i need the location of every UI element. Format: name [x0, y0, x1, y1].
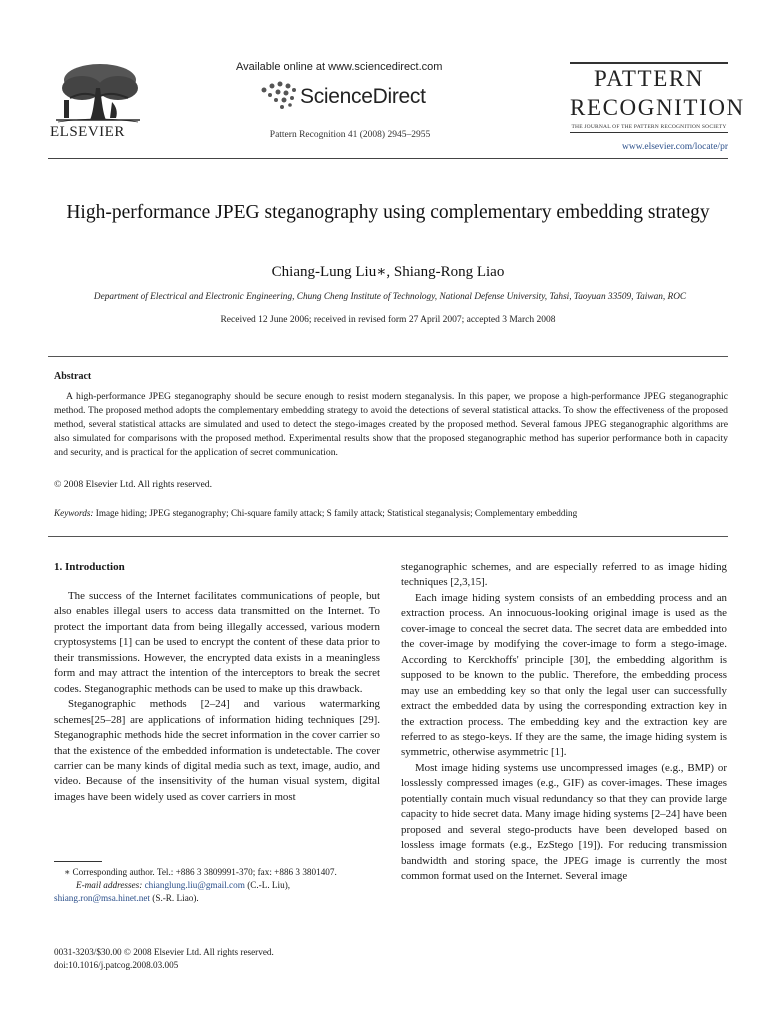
abstract-bottom-divider: [48, 536, 728, 537]
section-heading-introduction: 1. Introduction: [54, 561, 125, 573]
journal-masthead: [570, 62, 745, 133]
abstract-body: A high-performance JPEG steganography should be secure enough to resist modern steganalysis. In this paper, we propose a high-performance JPEG steganographic method. The proposed method adopts the complementary embedding strategy to avoid the detections of several statistical attacks. To show the effectiveness of the proposed method, several statistical attacks are simulated and used to detect the stego-images created by the proposed method. Several famous JPEG steganographic algorithms are also simulated for comparisons with the proposed method. Experimental results show that the proposed steganographic method has superior performance both in capacity and security, and is practical for the application of secret communication.: [54, 391, 728, 459]
issn-line: 0031-3203/$30.00 © 2008 Elsevier Ltd. All rights reserved.: [54, 947, 274, 957]
journal-url-link[interactable]: www.elsevier.com/locate/pr: [622, 142, 728, 152]
email-label: E-mail addresses:: [76, 880, 143, 891]
abstract-copyright: © 2008 Elsevier Ltd. All rights reserved.: [54, 479, 213, 490]
journal-title-line1: PATTERN: [593, 66, 705, 91]
intro-paragraph-4: Most image hiding systems use uncompressed images (e.g., BMP) or losslessly compressed images (e.g., GIF) as cover-images. These images potentially contain much visual redundancy so that they can provide large capacity to hide secret data. Many image hiding systems [2–24] have been proposed and several stego-products have been developed based on lossless image formats (e.g., EzStego [19]). For reducing transmission bandwidth and storing space, the JPEG image is currently the most common format used on the Internet. Several image: [401, 761, 727, 883]
intro-paragraph-3: Each image hiding system consists of an embedding process and an extraction process. An innocuous-looking original image is used as the cover-image to conceal the secret data. The secret data are embedded into the cover-image by modifying the cover-image to form a stego-image. According to Kerckhoffs' principle [30], the embedding algorithm is supposed to be known to the public. Therefore, the embedding process may use an embedding key so that only the legal user can successfully extract the embedded data by using the corresponding extraction key in the extraction process. The embedding key and the extraction key are referred to as stego-keys. If they are the same, the image hiding system is symmetric, otherwise asymmetric [1].: [401, 591, 727, 759]
intro-paragraph-2-cont: steganographic schemes, and are especially referred to as image hiding techniques [2,3,15].: [401, 561, 727, 589]
intro-paragraph-2: Steganographic methods [2–24] and various watermarking schemes[25–28] are applications of information hiding techniques [29]. Steganographic methods hide the secret information in the cover carrier so that the existence of the embedded information is undetectable. The cover carrier can be many kinds of digital media such as text, image, audio, and video. Because of the insensitivity of the human visual system, digital images have been widely used as cover carriers in most: [54, 698, 380, 803]
article-title: High-performance JPEG steganography using complementary embedding strategy: [66, 202, 710, 223]
abstract-top-divider: [48, 356, 728, 357]
keywords: [54, 508, 728, 518]
doi-line[interactable]: doi:10.1016/j.patcog.2008.03.005: [54, 960, 179, 971]
email-owner-2: (S.-R. Liao).: [152, 893, 199, 904]
email-link-2[interactable]: shiang.ron@msa.hinet.net: [54, 893, 150, 904]
header-divider: [48, 158, 728, 159]
journal-reference: Pattern Recognition 41 (2008) 2945–2955: [269, 130, 431, 140]
journal-title-line2: RECOGNITION: [570, 95, 745, 120]
right-column: [401, 560, 727, 885]
issn-block: [54, 946, 384, 972]
available-online-text[interactable]: Available online at www.sciencedirect.com: [236, 61, 443, 73]
email-owner-1: (C.-L. Liu),: [247, 880, 291, 891]
footnote-text: Corresponding author. Tel.: +886 3 3809991-370; fax: +886 3 3801407.: [72, 867, 337, 877]
keywords-text: Image hiding; JPEG steganography; Chi-square family attack; S family attack; Statistical steganalysis; Complementary embedding: [95, 508, 578, 518]
left-column: [54, 589, 380, 805]
footnote-divider: [54, 861, 102, 862]
footnote-marker: ∗: [64, 867, 71, 877]
keywords-label: Keywords:: [54, 508, 94, 518]
intro-paragraph-1: The success of the Internet facilitates communications of people, but also enables illegal users to access data transmitted on the Internet. To protect the important data from being illegally accessed, various modern cryptosystems [1] can be used to encrypt the content of these data prior to their transmissions. However, the encrypted data exists in a meaningless form and may attract the intention of the interceptors to break the secret codes. Steganographic methods can be used to make up this drawback.: [54, 590, 380, 695]
publisher-name: ELSEVIER: [50, 124, 125, 140]
abstract-heading: Abstract: [54, 371, 92, 382]
sciencedirect-wordmark: ScienceDirect: [300, 85, 426, 108]
article-authors: Chiang-Lung Liu∗, Shiang-Rong Liao: [271, 264, 505, 280]
article-dates: Received 12 June 2006; received in revised form 27 April 2007; accepted 3 March 2008: [220, 315, 556, 325]
author-affiliation: Department of Electrical and Electronic Engineering, Chung Cheng Institute of Technology, National Defense University, Tahsi, Taoyuan 33509, Taiwan, ROC: [93, 292, 687, 302]
corresponding-author-footnote: [54, 866, 384, 906]
email-link-1[interactable]: chianglung.liu@gmail.com: [144, 880, 245, 891]
journal-subtitle: THE JOURNAL OF THE PATTERN RECOGNITION SOCIETY: [571, 124, 727, 130]
